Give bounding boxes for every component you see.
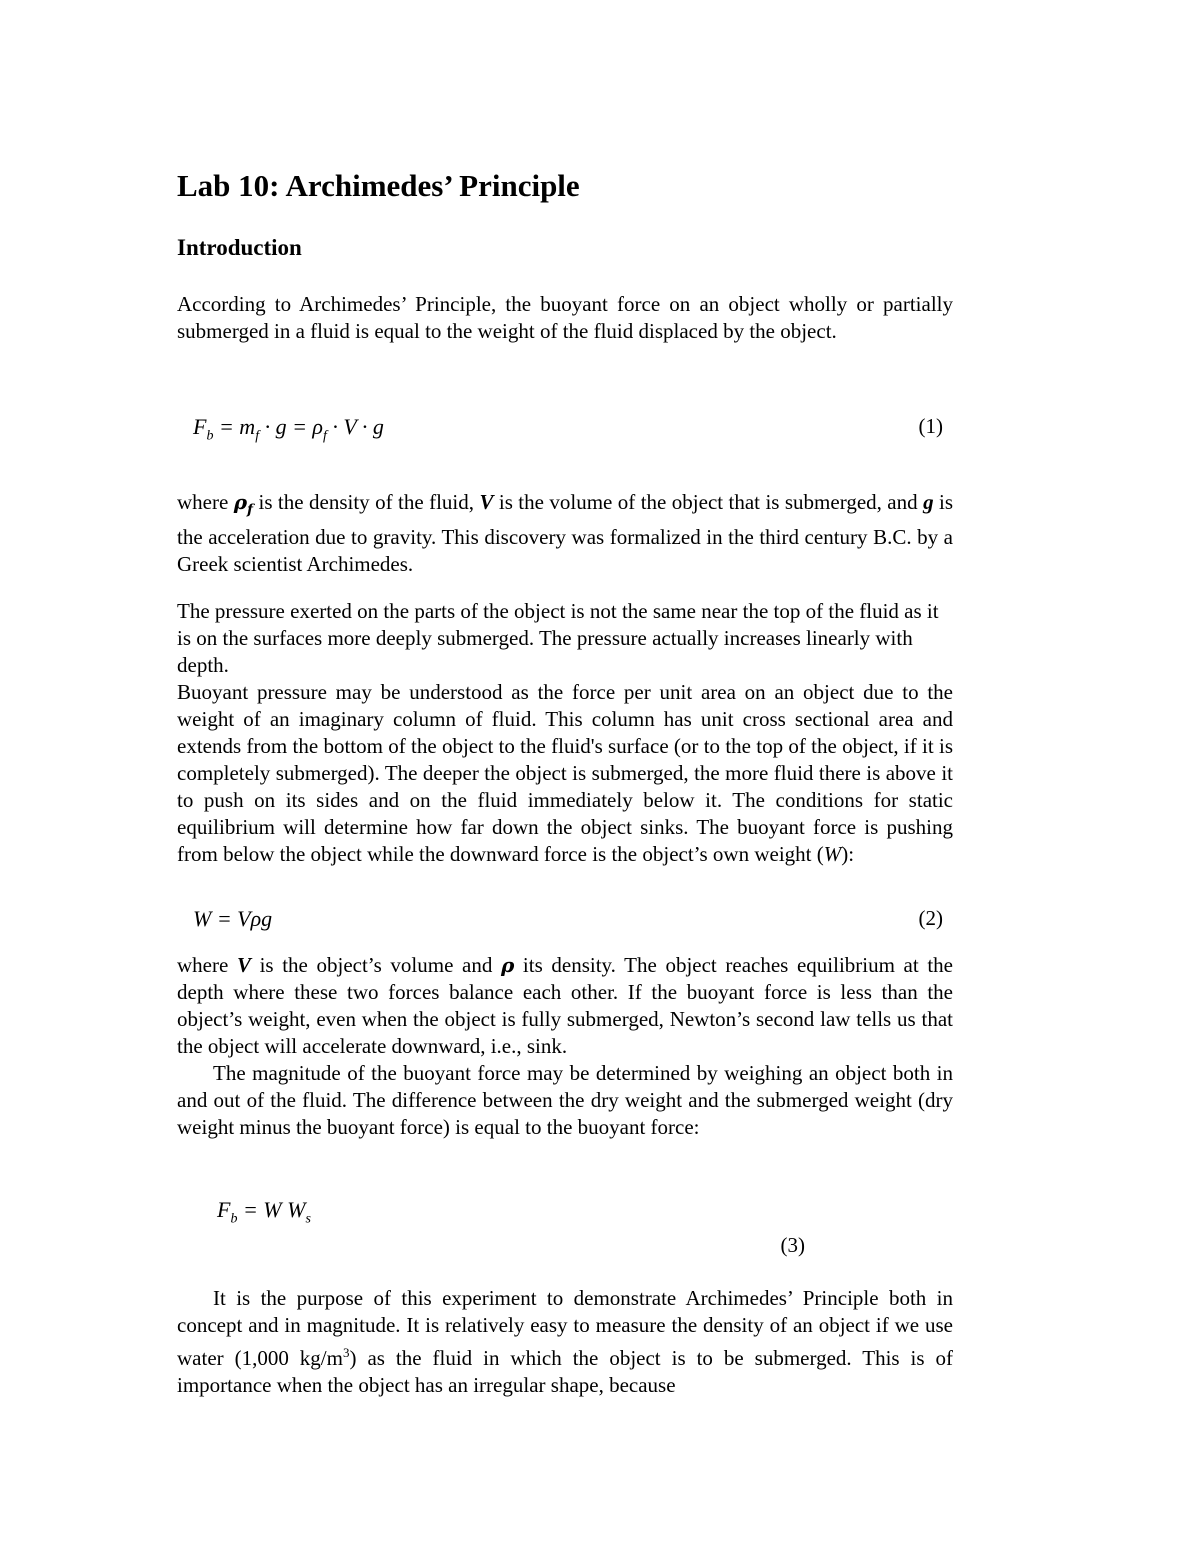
paragraph-intro: According to Archimedes’ Principle, the buoyant force on an object wholly or partially submerged in a fluid is equal to the weight of the fluid displaced by the object. [177, 292, 953, 343]
paragraph-buoyant-pressure: Buoyant pressure may be understood as the force per unit area on an object due to the weight of an imaginary column of fluid. This column has unit cross sectional area and extends from the bottom of the object to the fluid's surface (or to the top of the object, if it is completely submerged). The deeper the object is submerged, the more fluid there is above it to push on its sides and on the fluid immediately below it. The conditions for static equilibrium will determine how far down the object sinks. The buoyant force is pushing from below the object while the downward force is the object’s own weight (W): [177, 680, 953, 866]
equation-2 [177, 906, 953, 936]
paragraph-magnitude: The magnitude of the buoyant force may be determined by weighing an object both in and out of the fluid. The difference between the dry weight and the submerged weight (dry weight minus the buoyant force) is equal to the buoyant force: [177, 1061, 953, 1139]
section-heading: Introduction [177, 235, 302, 260]
equation-3-number: (3) [780, 1233, 805, 1257]
equation-1-expression: $F_b = m_f \cdot g = \rho_f \cdot V \cdot g$ [193, 414, 384, 444]
page-title: Lab 10: Archimedes’ Principle [177, 168, 580, 203]
equation-3 [201, 1197, 977, 1227]
document-page [177, 0, 953, 1553]
equation-2-expression: W = Vρg [193, 906, 273, 931]
equation-2-number: (2) [918, 906, 943, 930]
equation-1 [177, 414, 953, 444]
equation-1-number: (1) [918, 414, 943, 438]
paragraph-pressure: The pressure exerted on the parts of the object is not the same near the top of the fluid as it is on the surfaces more deeply submerged. The pressure actually increases linearly with depth. [177, 599, 939, 677]
paragraph-where-rho: where $\rho_f$ is the density of the fluid, V is the volume of the object that is submerged, and g is the acceleration due to gravity. This discovery was formalized in the third century B.C. by a Greek scientist Archimedes. [177, 490, 953, 577]
paragraph-where-volume: where V is the object’s volume and ρ its density. The object reaches equilibrium at the depth where these two forces balance each other. If the buoyant force is less than the object’s weight, even when the object is fully submerged, Newton’s second law tells us that the object will accelerate downward, i.e., sink. [177, 953, 953, 1058]
equation-3-expression: $F_b = W$ $W_s$ [217, 1197, 311, 1227]
paragraph-purpose: It is the purpose of this experiment to demonstrate Archimedes’ Principle both in concept and in magnitude. It is relatively easy to measure the density of an object if we use water (1,000 $kg/m^3$) as the fluid in which the object is to be submerged. This is of importance when the object has an irregular shape, because [177, 1286, 954, 1397]
